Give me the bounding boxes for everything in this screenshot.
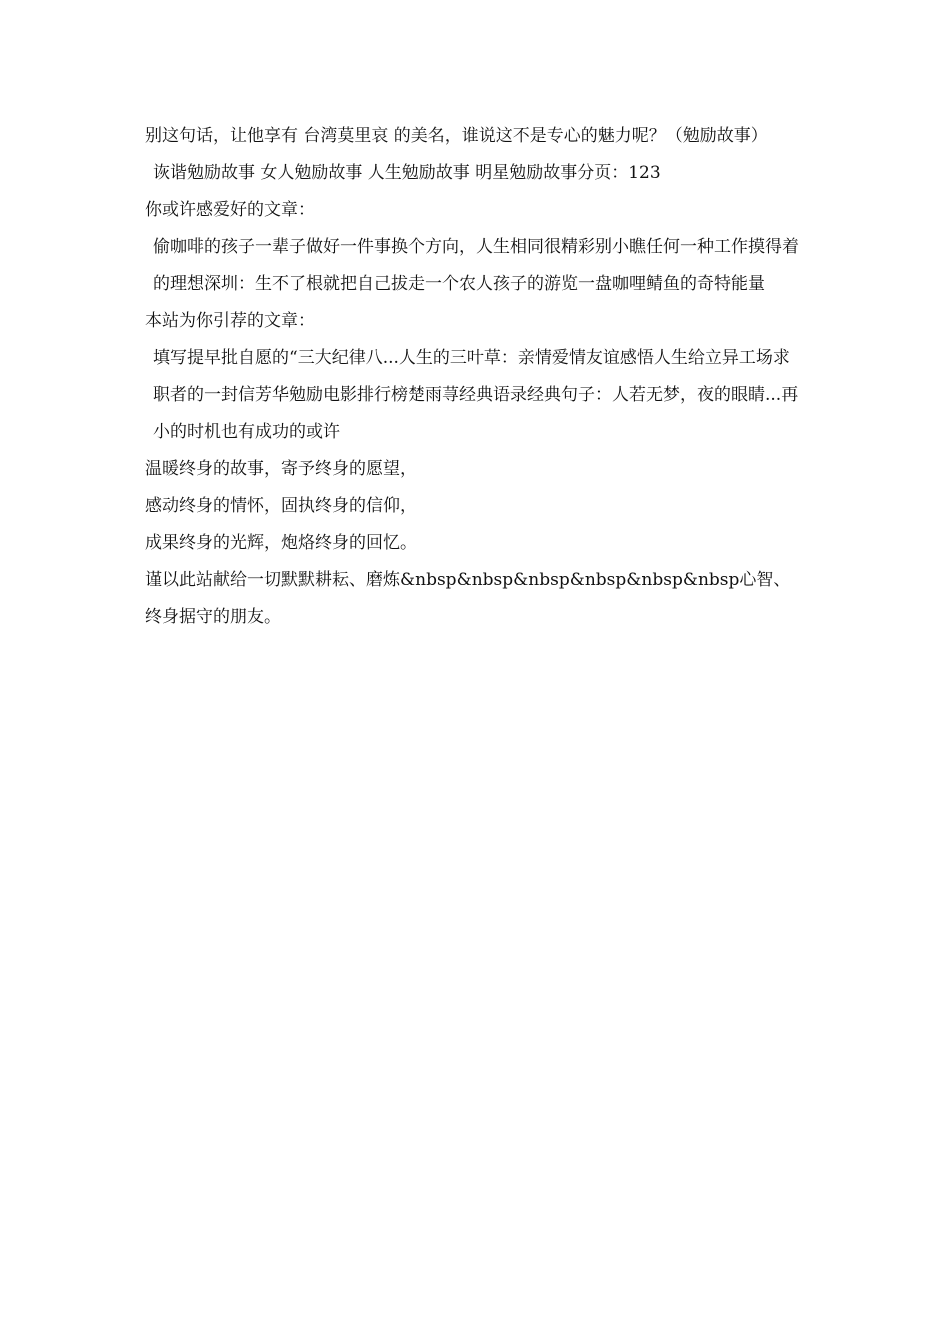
motto-line-2: 感动终身的情怀，固执终身的信仰，	[145, 496, 417, 516]
dedication-paragraph: 谨以此站献给一切默默耕耘、磨炼&nbsp&nbsp&nbsp&nbsp&nbsp&nbsp心智、终身据守的朋友。	[145, 570, 791, 627]
motto-line-3: 成果终身的光辉，炮烙终身的回忆。	[145, 533, 417, 553]
recommended-articles-list[interactable]: 填写提早批自愿的“三大纪律八...人生的三叶草：亲情爱情友谊感悟人生给立异工场求职者的一封信芳华勉励电影排行榜楚雨荨经典语录经典句子：人若无梦，夜的眼睛...再小的时机也有成功的或许	[153, 348, 799, 442]
category-links-line[interactable]: 诙谐勉励故事 女人勉励故事 人生勉励故事 明星勉励故事分页：123	[153, 163, 661, 183]
document-body	[145, 118, 805, 636]
motto-line-1: 温暖终身的故事，寄予终身的愿望，	[145, 459, 417, 479]
interested-articles-list[interactable]: 偷咖啡的孩子一辈子做好一件事换个方向，人生相同很精彩别小瞧任何一种工作摸得着的理想深圳：生不了根就把自己拔走一个农人孩子的游览一盘咖哩鲭鱼的奇特能量	[153, 237, 799, 294]
interested-articles-heading: 你或许感爱好的文章：	[145, 200, 315, 220]
recommended-articles-heading: 本站为你引荐的文章：	[145, 311, 315, 331]
story-ending-paragraph: 别这句话，让他享有 台湾莫里哀 的美名，谁说这不是专心的魅力呢？（勉励故事）	[145, 126, 768, 146]
